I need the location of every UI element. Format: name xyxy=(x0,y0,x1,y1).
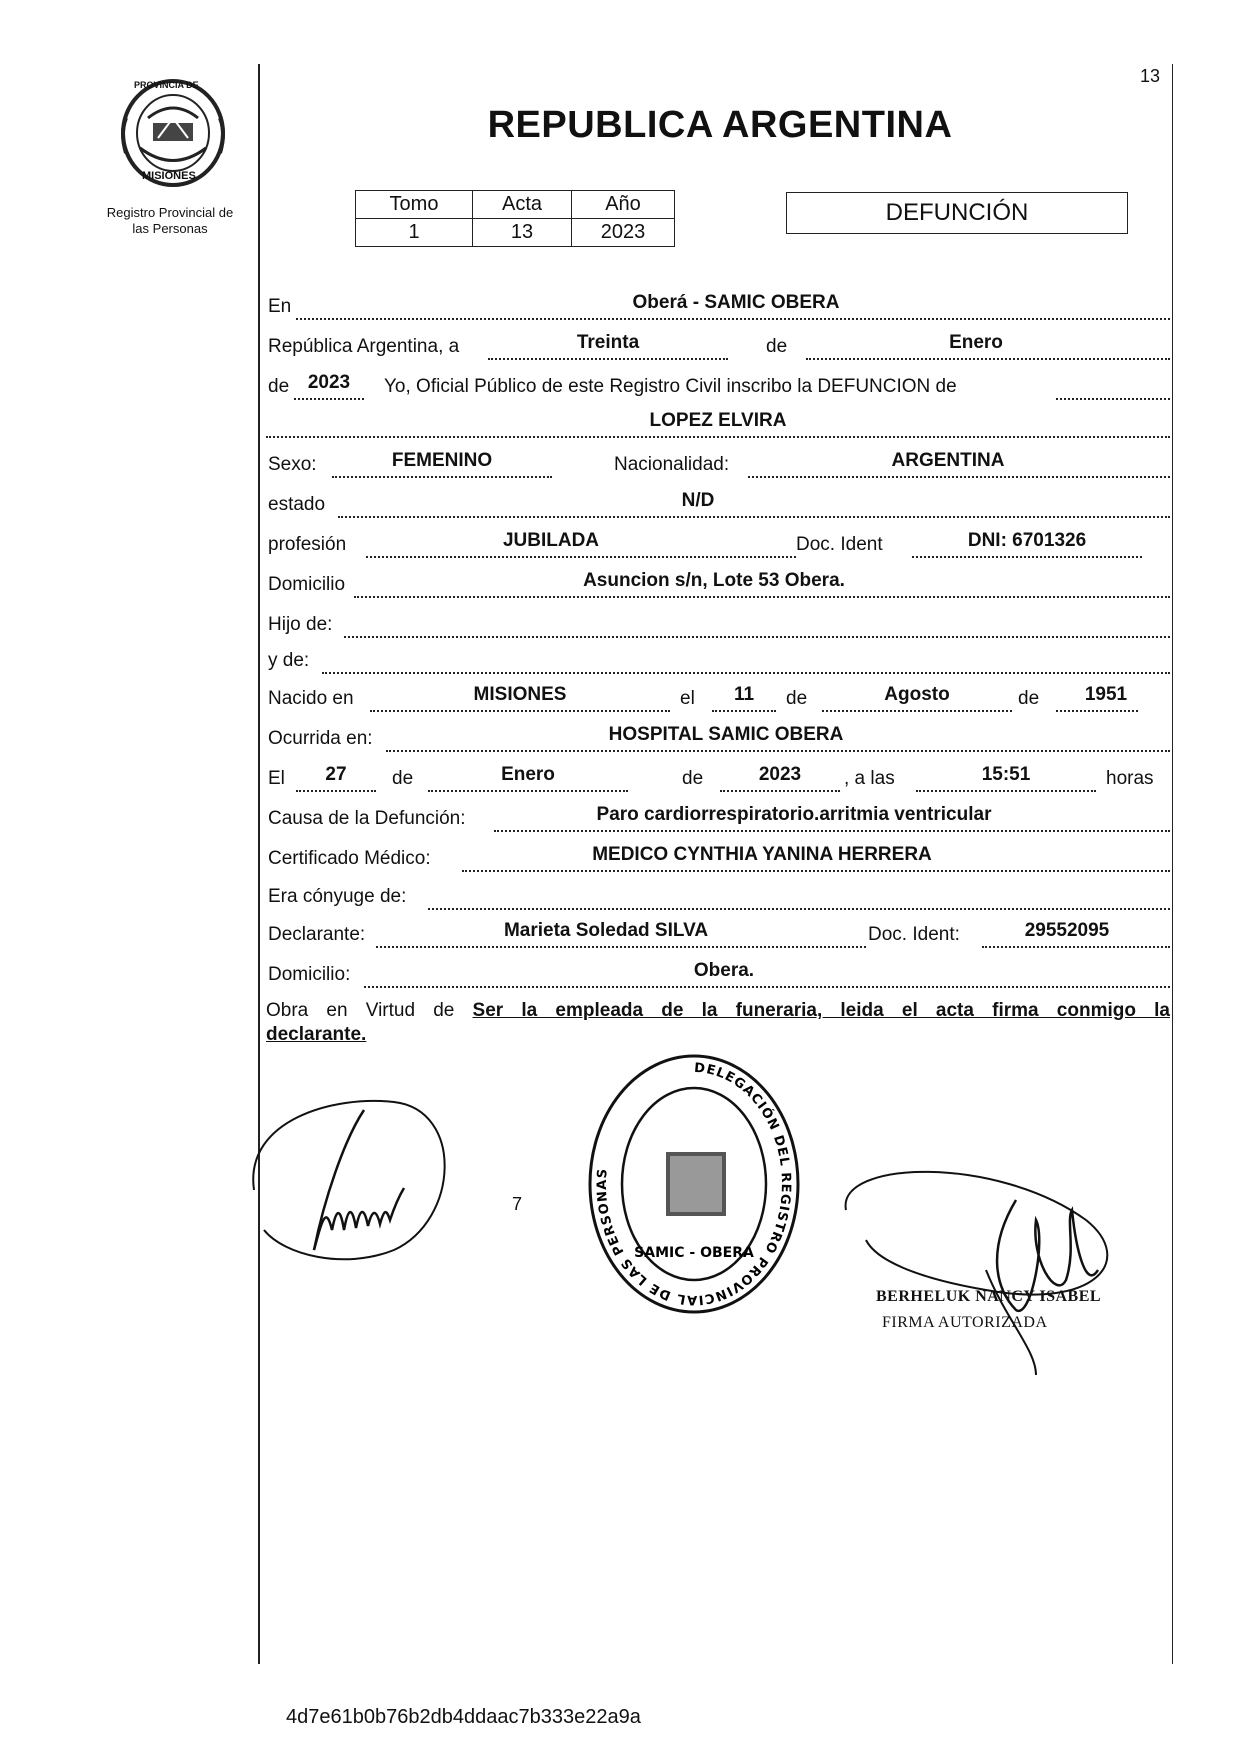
org-name xyxy=(90,205,250,237)
value-def-anio: 2023 xyxy=(758,764,802,785)
label-profesion: profesión xyxy=(268,534,347,555)
label-de: de xyxy=(1018,688,1040,709)
dotted-line xyxy=(494,830,1170,832)
document-type: DEFUNCIÓN xyxy=(786,192,1128,234)
value-nac-mes: Agosto xyxy=(884,684,950,705)
value-obra-2: declarante. xyxy=(266,1024,367,1045)
value-declarante-domicilio: Obera. xyxy=(693,960,755,981)
label-en: En xyxy=(268,296,292,317)
dotted-line xyxy=(376,946,866,948)
dotted-line xyxy=(428,908,1170,910)
dotted-line xyxy=(370,710,670,712)
page-number: 13 xyxy=(1140,66,1161,86)
row-nombre xyxy=(266,412,1170,438)
label-causa: Causa de la Defunción: xyxy=(268,808,466,829)
value-dni: DNI: 6701326 xyxy=(967,530,1087,551)
row-declarante-domicilio xyxy=(266,962,1170,988)
label-domicilio: Domicilio xyxy=(268,574,346,595)
value-certificado: MEDICO CYNTHIA YANINA HERRERA xyxy=(592,844,932,865)
value-declarante: Marieta Soledad SILVA xyxy=(503,920,709,941)
dotted-line xyxy=(806,358,1170,360)
label-conyuge: Era cónyuge de: xyxy=(268,886,407,907)
td-acta: 13 xyxy=(473,219,572,247)
dotted-line xyxy=(1056,398,1170,400)
row-ocurrida xyxy=(266,726,1170,752)
label-horas: horas xyxy=(1106,768,1154,789)
label-yo: Yo, Oficial Público de este Registro Civil inscribo la DEFUNCION de xyxy=(384,376,957,397)
label-de: de xyxy=(682,768,704,789)
value-estado: N/D xyxy=(681,490,715,511)
td-anio: 2023 xyxy=(572,219,675,247)
dotted-line xyxy=(720,790,840,792)
label-de: de xyxy=(392,768,414,789)
value-lugar: Oberá - SAMIC OBERA xyxy=(632,292,840,313)
label-estado: estado xyxy=(268,494,326,515)
label-obra: Obra en Virtud de xyxy=(266,1000,455,1021)
row-domicilio xyxy=(266,572,1170,598)
value-ocurrida-en: HOSPITAL SAMIC OBERA xyxy=(608,724,844,745)
org-line-2: las Personas xyxy=(132,221,208,236)
value-declarante-doc: 29552095 xyxy=(1024,920,1110,941)
logo-text-bottom: MISIONES xyxy=(142,170,196,182)
value-def-hora: 15:51 xyxy=(981,764,1031,785)
dotted-line xyxy=(712,710,776,712)
right-margin-line xyxy=(1172,64,1173,1664)
signatory-name: BERHELUK NANCY ISABEL xyxy=(876,1288,1102,1305)
registry-stamp xyxy=(584,1052,804,1322)
value-nacionalidad: ARGENTINA xyxy=(891,450,1005,471)
row-conyuge xyxy=(266,884,1170,910)
dotted-line xyxy=(296,318,1170,320)
value-sexo: FEMENINO xyxy=(391,450,493,471)
row-profesion xyxy=(266,532,1170,558)
dotted-line xyxy=(354,596,1170,598)
dotted-line xyxy=(462,870,1170,872)
th-tomo: Tomo xyxy=(356,191,473,219)
value-profesion: JUBILADA xyxy=(502,530,600,551)
label-domicilio: Domicilio: xyxy=(268,964,351,985)
row-hijo-de xyxy=(266,612,1170,638)
dotted-line xyxy=(338,516,1170,518)
value-nombre: LOPEZ ELVIRA xyxy=(649,410,787,431)
dotted-line xyxy=(488,358,728,360)
dotted-line xyxy=(364,986,1170,988)
dotted-line xyxy=(322,672,1170,674)
row-anio xyxy=(266,374,1170,400)
value-nac-dia: 11 xyxy=(733,684,755,705)
dotted-line xyxy=(428,790,628,792)
dotted-line xyxy=(296,790,376,792)
label-de: de xyxy=(268,376,290,397)
row-estado xyxy=(266,492,1170,518)
table-row xyxy=(356,219,675,247)
label-y-de: y de: xyxy=(268,650,310,671)
dotted-line xyxy=(982,946,1170,948)
org-line-1: Registro Provincial de xyxy=(106,205,234,220)
authorized-signature xyxy=(836,1160,1136,1380)
row-causa xyxy=(266,806,1170,832)
th-acta: Acta xyxy=(473,191,572,219)
page-title: REPUBLICA ARGENTINA xyxy=(487,104,953,146)
label-ocurrida-en: Ocurrida en: xyxy=(268,728,373,749)
label-nacido-en: Nacido en xyxy=(268,688,354,709)
th-anio: Año xyxy=(572,191,675,219)
label-doc-ident: Doc. Ident: xyxy=(868,924,960,945)
obra-en-virtud xyxy=(266,998,1170,1024)
value-def-mes: Enero xyxy=(501,764,555,785)
stamp-ring-text: DELEGACIÓN DEL REGISTRO PROVINCIAL DE LAS PERSONAS xyxy=(594,1060,794,1308)
dotted-line xyxy=(332,476,552,478)
value-def-dia: 27 xyxy=(325,764,347,785)
dotted-line xyxy=(912,556,1142,558)
value-nac-anio: 1951 xyxy=(1084,684,1128,705)
tomo-acta-table xyxy=(355,190,675,247)
dotted-line xyxy=(366,556,796,558)
label-nacionalidad: Nacionalidad: xyxy=(614,454,730,475)
row-declarante xyxy=(266,922,1170,948)
dotted-line xyxy=(916,790,1096,792)
row-nacimiento xyxy=(266,686,1170,712)
label-doc-ident: Doc. Ident xyxy=(796,534,883,555)
label-certificado: Certificado Médico: xyxy=(268,848,431,869)
row-lugar xyxy=(266,294,1170,320)
value-dia-letras: Treinta xyxy=(576,332,640,353)
row-y-de xyxy=(266,648,1170,674)
row-sexo xyxy=(266,452,1170,478)
label-declarante: Declarante: xyxy=(268,924,366,945)
dotted-line xyxy=(344,636,1170,638)
signatory-label: FIRMA AUTORIZADA xyxy=(882,1314,1048,1331)
dotted-line xyxy=(748,476,1170,478)
row-fecha xyxy=(266,334,1170,360)
dotted-line xyxy=(266,436,1170,438)
value-anio: 2023 xyxy=(307,372,351,393)
label-a-las: , a las xyxy=(844,768,895,789)
label-hijo-de: Hijo de: xyxy=(268,614,333,635)
label-sexo: Sexo: xyxy=(268,454,317,475)
dotted-line xyxy=(822,710,1012,712)
dotted-line xyxy=(294,398,364,400)
label-republica: República Argentina, a xyxy=(268,336,460,357)
value-mes: Enero xyxy=(949,332,1003,353)
value-nacido-en: MISIONES xyxy=(473,684,567,705)
stray-mark: 7 xyxy=(512,1194,523,1214)
left-margin-line xyxy=(258,64,260,1664)
label-de: de xyxy=(786,688,808,709)
stamp-inner-text: SAMIC - OBERA xyxy=(634,1245,754,1261)
value-causa: Paro cardiorrespiratorio.arritmia ventricular xyxy=(596,804,992,825)
label-de: de xyxy=(766,336,788,357)
value-domicilio: Asuncion s/n, Lote 53 Obera. xyxy=(583,570,845,591)
official-signature xyxy=(244,1080,474,1280)
row-certificado xyxy=(266,846,1170,872)
label-el: El xyxy=(268,768,285,789)
document-hash: 4d7e61b0b76b2db4ddaac7b333e22a9a xyxy=(286,1706,641,1728)
value-obra: Ser la empleada de la funeraria, leida el acta firma conmigo la xyxy=(472,1000,1170,1021)
table-header-row xyxy=(356,191,675,219)
logo-text-top: PROVINCIA DE xyxy=(134,80,199,90)
row-fecha-defuncion xyxy=(266,766,1170,792)
label-el: el xyxy=(680,688,695,709)
dotted-line xyxy=(1056,710,1138,712)
td-tomo: 1 xyxy=(356,219,473,247)
dotted-line xyxy=(386,750,1170,752)
